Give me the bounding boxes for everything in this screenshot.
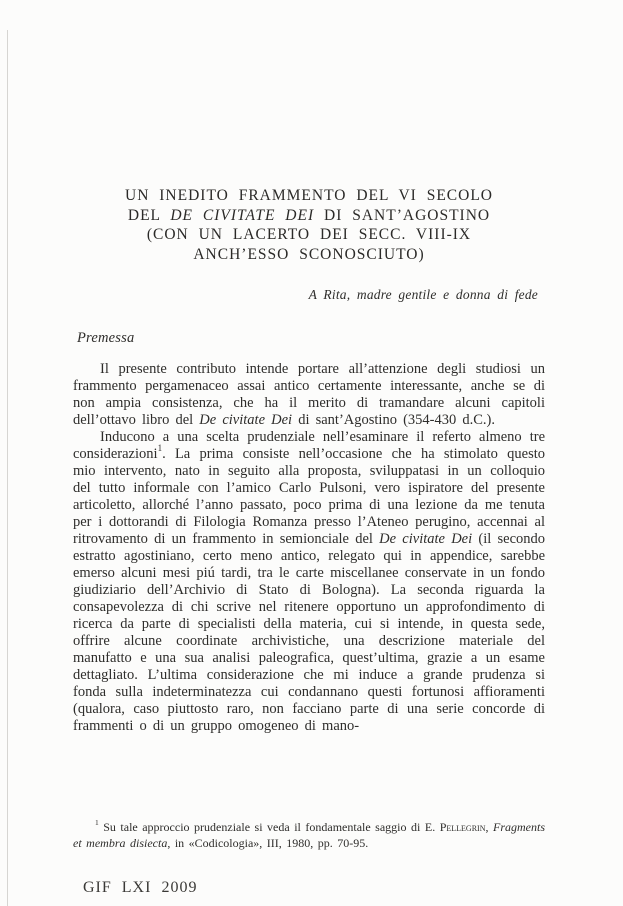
article-title	[73, 186, 545, 264]
article-title-line-4: ANCH’ESSO SCONOSCIUTO)	[193, 245, 425, 263]
page-edge-scan-line	[7, 30, 8, 906]
text-column	[73, 0, 545, 906]
article-title-line-1: UN INEDITO FRAMMENTO DEL VI SECOLO	[125, 187, 493, 204]
journal-volume-footer: GIF LXI 2009	[83, 879, 198, 896]
article-title-line-3: (CON UN LACERTO DEI SECC. VIII-IX	[146, 226, 472, 243]
paragraph-1: Il presente contributo intende portare all’attenzione degli studiosi un frammento pergamenaceo assai antico certamente interessante, anche se di non ampia consistenza, che ha il merito di tramandare alcuni capitoli dell’ottavo libro del De civitate Dei di sant’Agostino (354-430 d.C.).	[73, 361, 545, 428]
section-heading-premessa: Premessa	[77, 330, 135, 346]
footnote-1: $^1$ Su tale approccio prudenziale si veda il fondamentale saggio di E. Pellegrin, Fragments et membra disiecta, in «Codicologia», III, 1980, pp. 70-95.	[73, 817, 545, 850]
article-body	[73, 361, 545, 735]
paragraph-2: Inducono a una scelta prudenziale nell’esaminare il referto almeno tre considerazioni$^1$. La prima consiste nell’occasione che ha stimolato questo mio intervento, nato in seguito alla proposta, sviluppatasi in un colloquio del tutto informale con l’amico Carlo Pulsoni, vero ispiratore del presente articoletto, allorché l’anno passato, poco prima di una lezione da me tenuta per i dottorandi di Filologia Romanza presso l’Ateneo perugino, accennai al ritrovamento di un frammento in semionciale del De civitate Dei (il secondo estratto agostiniano, certo meno antico, relegato qui in appendice, sarebbe emerso alcuni mesi piú tardi, tra le carte miscellanee conservate in un fondo giudiziario dell’Archivio di Stato di Bologna). La seconda riguarda la consapevolezza di chi scrive nel ritenere opportuno un approfondimento di ricerca da parte di specialisti della materia, cui si intende, in questa sede, offrire alcune coordinate archivistiche, una descrizione materiale del manufatto e una sua analisi paleografica, quest’ultima, grazie a un esame dettagliato. L’ultima considerazione che mi induce a grande prudenza si fonda sulla indeterminatezza cui condannano questi fortunosi affioramenti (qualora, caso piuttosto raro, non facciano parte di una serie concorde di frammenti o di un gruppo omogeneo di mano-	[73, 429, 546, 734]
dedication: A Rita, madre gentile e donna di fede	[308, 287, 538, 302]
article-title-line-2: DEL DE CIVITATE DEI DI SANT’AGOSTINO	[127, 206, 491, 224]
